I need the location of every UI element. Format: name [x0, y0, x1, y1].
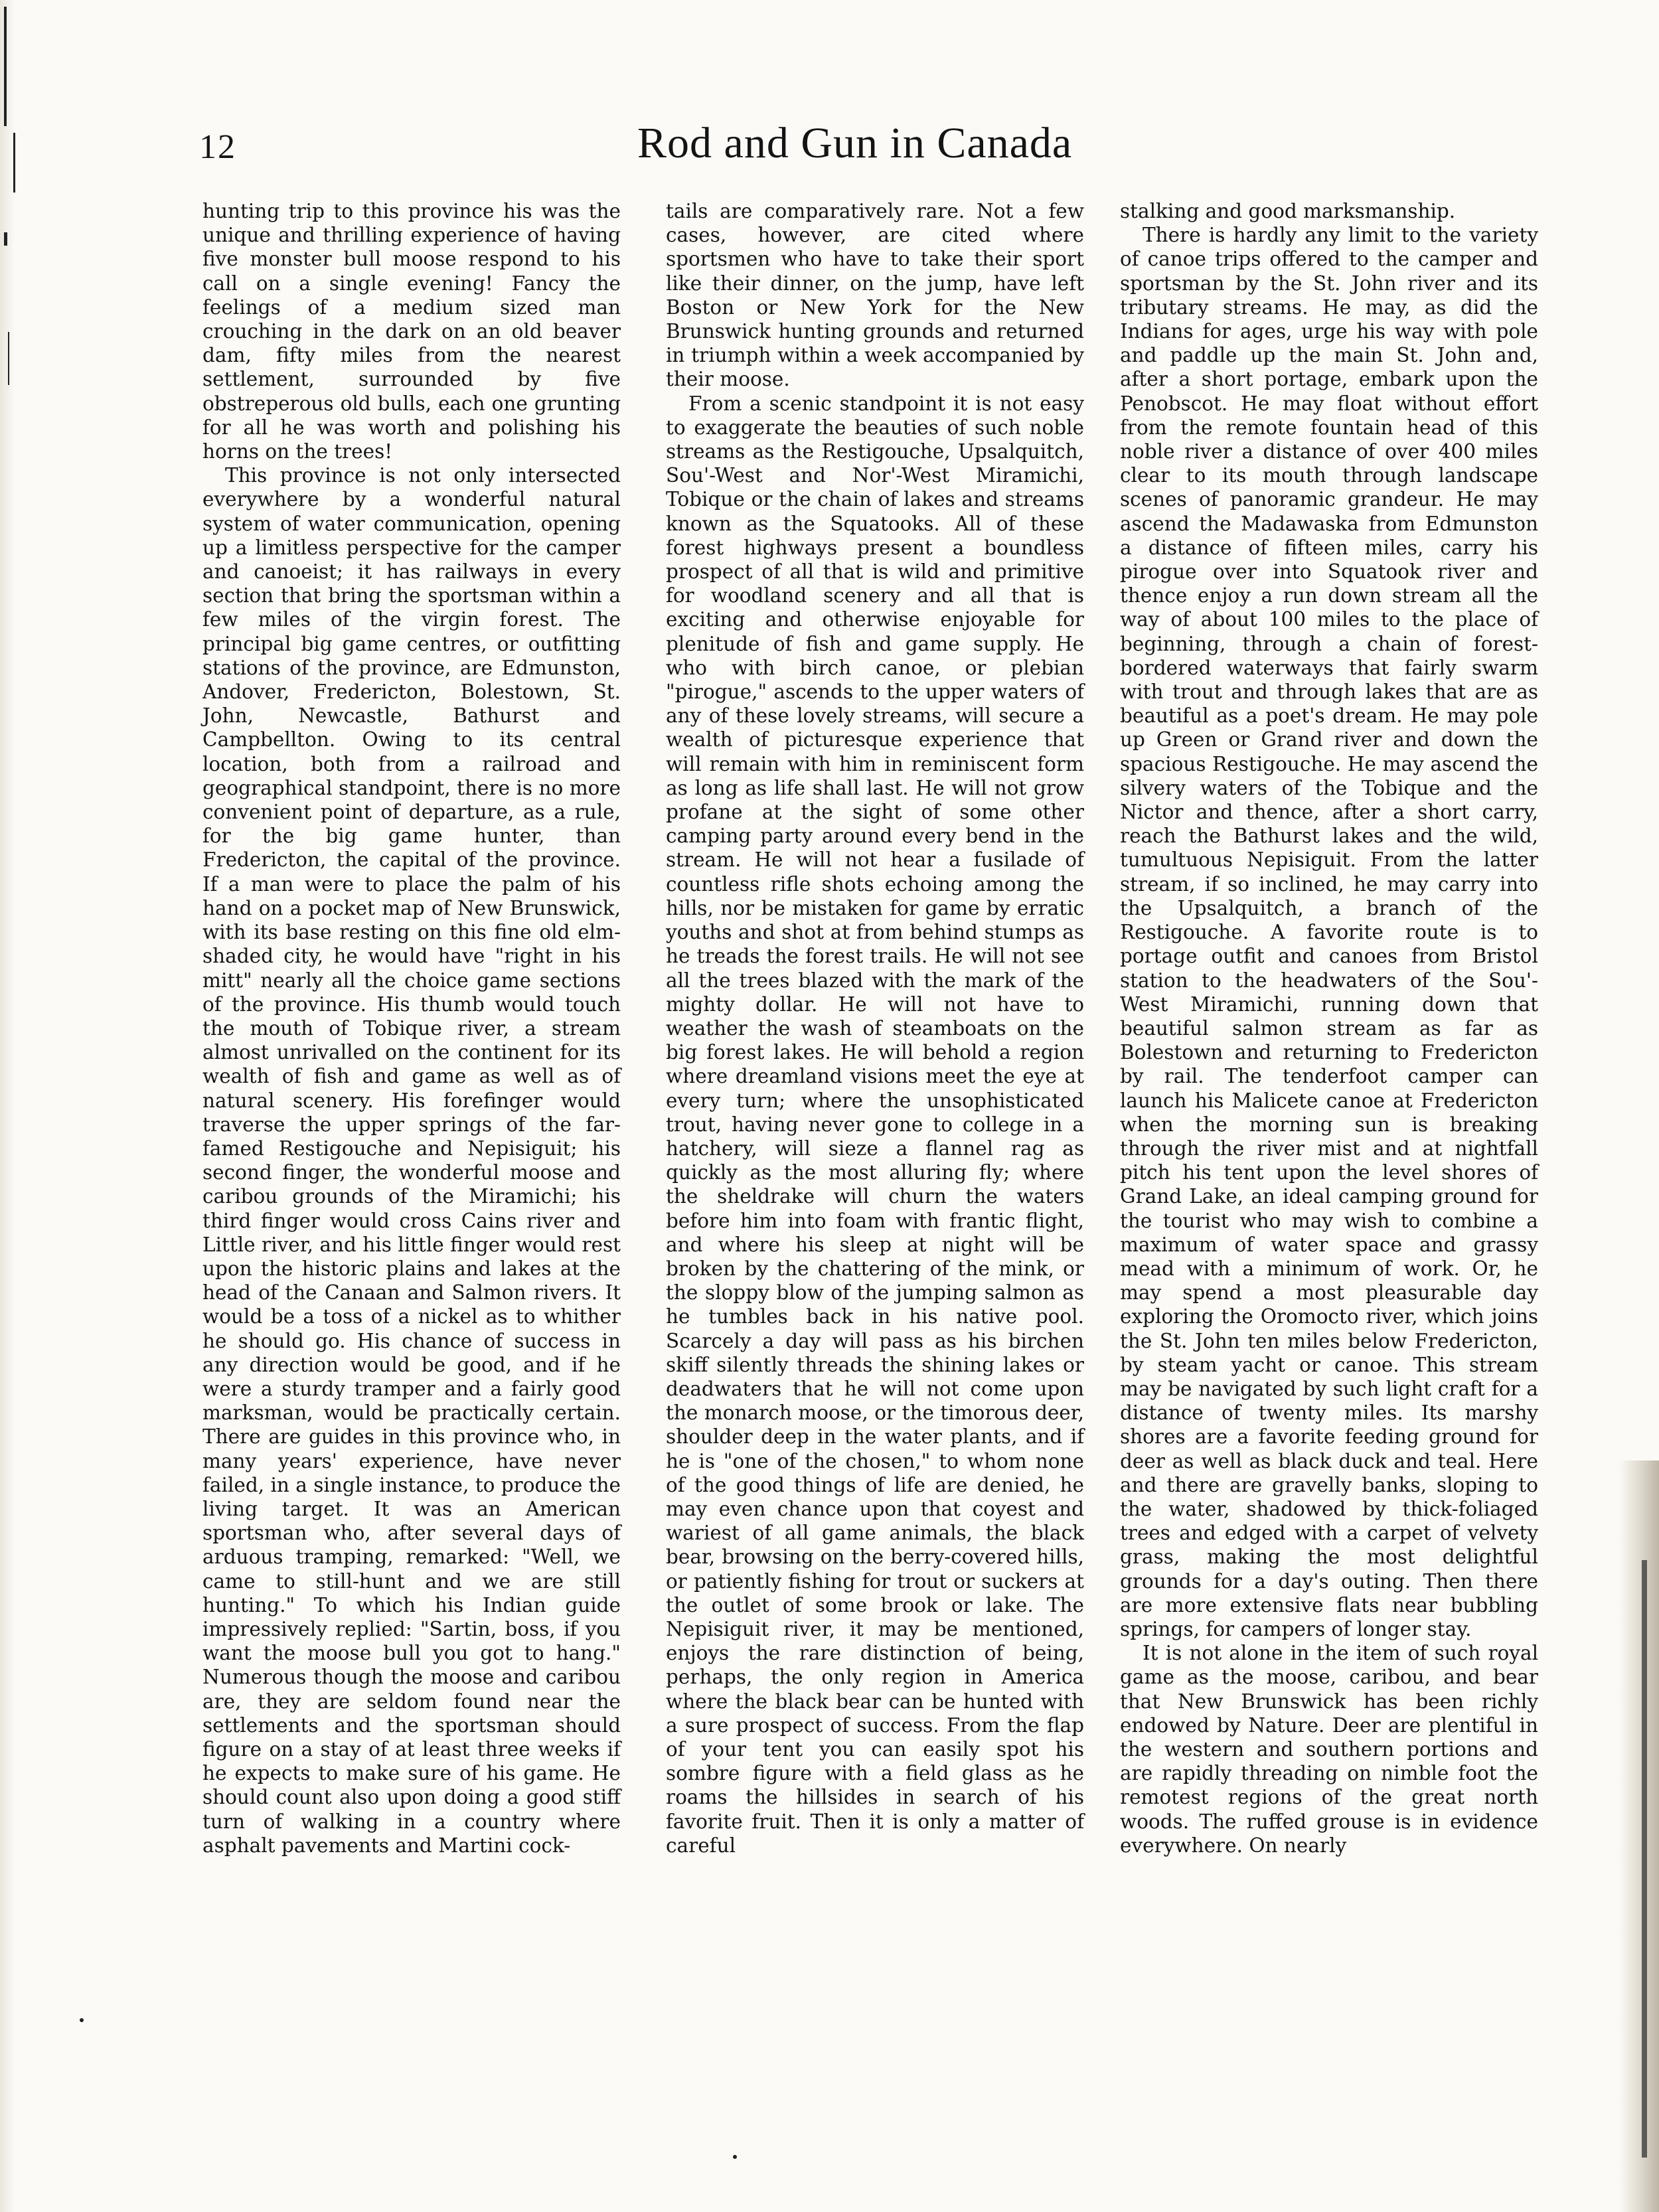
scan-left-edge: [0, 0, 15, 2212]
scan-mark: [8, 332, 9, 385]
paragraph: There is hardly any limit to the variety of canoe trips offered to the camper and sportsman by the St. John river and its tributary streams. He may, as did the Indians for ages, urge his way with pole and paddle up the main St. John and, after a short portage, embark upon the Penobscot. He may float without effort from the remote fountain head of this noble river a distance of over 400 miles clear to its mouth through landscape scenes of panoramic grandeur. He may ascend the Madawaska from Edmunston a distance of fifteen miles, carry his pirogue over into Squatook river and thence enjoy a run down stream all the way of about 100 miles to the place of beginning, through a chain of forest-bordered waterways that fairly swarm with trout and through lakes that are as beautiful as a poet's dream. He may pole up Green or Grand river and down the spacious Restigouche. He may ascend the silvery waters of the Tobique and the Nictor and thence, after a short carry, reach the Bathurst lakes and the wild, tumultuous Nepisiguit. From the latter stream, if so inclined, he may carry into the Upsalquitch, a branch of the Restigouche. A favorite route is to portage outfit and canoes from Bristol station to the headwaters of the Sou'-West Miramichi, running down that beautiful salmon stream as far as Bolestown and returning to Fredericton by rail. The tenderfoot camper can launch his Malicete canoe at Fredericton when the morning sun is breaking through the river mist and at nightfall pitch his tent upon the level shores of Grand Lake, an ideal camping ground for the tourist who may wish to combine a maximum of water space and grassy mead with a minimum of work. Or, he may spend a most pleasurable day exploring the Oromocto river, which joins the St. John ten miles below Fredericton, by steam yacht or canoe. This stream may be navigated by such light craft for a distance of twenty miles. Its marshy shores are a favorite feeding ground for deer as well as black duck and teal. Here and there are gravelly banks, sloping to the water, shadowed by thick-foliaged trees and edged with a carpet of velvety grass, making the most delightful grounds for a day's outing. Then there are more extensive flats near bubbling springs, for campers of longer stay.: [1120, 224, 1538, 1640]
paragraph: It is not alone in the item of such royal game as the moose, caribou, and bear that New Brunswick has been richly endowed by Nature. Deer are plentiful in the western and southern portions and are rapidly threading on nimble foot the remotest regions of the great north woods. The ruffed grouse is in evidence everywhere. On nearly: [1120, 1642, 1538, 1857]
article-body: [202, 199, 1550, 2164]
column-3: [1120, 199, 1538, 1857]
column-1: [202, 199, 621, 1857]
scan-speck: [733, 2155, 737, 2159]
running-head: Rod and Gun in Canada: [637, 119, 1073, 167]
scan-mark: [4, 7, 7, 126]
page-number: 12: [199, 128, 236, 166]
scan-mark: [4, 232, 7, 246]
paragraph: From a scenic standpoint it is not easy to exaggerate the beauties of such noble streams as the Restigouche, Upsalquitch, Sou'-West and Nor'-West Miramichi, Tobique or the chain of lakes and streams known as the Squatooks. All of these forest highways present a boundless prospect of all that is wild and primitive for woodland scenery and all that is exciting and otherwise enjoyable for plenitude of fish and game supply. He who with birch canoe, or plebian "pirogue," ascends to the upper waters of any of these lovely streams, will secure a wealth of picturesque experience that will remain with him in reminiscent form as long as life shall last. He will not grow profane at the sight of some other camping party around every bend in the stream. He will not hear a fusilade of countless rifle shots echoing among the hills, nor be mistaken for game by erratic youths and shot at from behind stumps as he treads the forest trails. He will not see all the trees blazed with the mark of the mighty dollar. He will not have to weather the wash of steamboats on the big forest lakes. He will behold a region where dreamland visions meet the eye at every turn; where the unsophisticated trout, having never gone to college in a hatchery, will sieze a flannel rag as quickly as the most alluring fly; where the sheldrake will churn the waters before him into foam with frantic flight, and where his sleep at night will be broken by the chattering of the mink, or the sloppy blow of the jumping salmon as he tumbles back in his native pool. Scarcely a day will pass as his birchen skiff silently threads the shining lakes or deadwaters that he will not come upon the monarch moose, or the timorous deer, shoulder deep in the water plants, and if he is "one of the chosen," to whom none of the good things of life are denied, he may even chance upon that coyest and wariest of all game animals, the black bear, browsing on the berry-covered hills, or patiently fishing for trout or suckers at the outlet of some brook or lake. The Nepisiguit river, it may be mentioned, enjoys the rare distinction of being, perhaps, the only region in America where the black bear can be hunted with a sure prospect of success. From the flap of your tent you can easily spot his sombre figure with a field glass as he roams the hillsides in search of his favorite fruit. Then it is only a matter of careful: [666, 392, 1084, 1857]
paragraph: tails are comparatively rare. Not a few cases, however, are cited where sportsmen who have to take their sport like their dinner, on the jump, have left Boston or New York for the New Brunswick hunting grounds and returned in triumph within a week accompanied by their moose.: [666, 200, 1084, 391]
scan-mark: [13, 133, 15, 193]
scan-right-edge: [1619, 1461, 1659, 2212]
scan-speck: [80, 2018, 84, 2022]
paragraph: stalking and good marksmanship.: [1120, 200, 1456, 222]
scan-binding-shadow: [1642, 1560, 1647, 2158]
paragraph: hunting trip to this province his was the unique and thrilling experience of having five monster bull moose respond to his call on a single evening! Fancy the feelings of a medium sized man crouching in the dark on an old beaver dam, fifty miles from the nearest settlement, surrounded by five obstreperous old bulls, each one grunting for all he was worth and polishing his horns on the trees!: [202, 200, 621, 463]
column-2: [666, 199, 1084, 1857]
paragraph: This province is not only intersected everywhere by a wonderful natural system of water communication, opening up a limitless perspective for the camper and canoeist; it has railways in every section that bring the sportsman within a few miles of the virgin forest. The principal big game centres, or outfitting stations of the province, are Edmunston, Andover, Fredericton, Bolestown, St. John, Newcastle, Bathurst and Campbellton. Owing to its central location, both from a railroad and geographical standpoint, there is no more convenient point of departure, as a rule, for the big game hunter, than Fredericton, the capital of the province. If a man were to place the palm of his hand on a pocket map of New Brunswick, with its base resting on this fine old elm-shaded city, he would have "right in his mitt" nearly all the choice game sections of the province. His thumb would touch the mouth of Tobique river, a stream almost unrivalled on the continent for its wealth of fish and game as well as of natural scenery. His forefinger would traverse the upper springs of the far-famed Restigouche and Nepisiguit; his second finger, the wonderful moose and caribou grounds of the Miramichi; his third finger would cross Cains river and Little river, and his little finger would rest upon the historic plains and lakes at the head of the Canaan and Salmon rivers. It would be a toss of a nickel as to whither he should go. His chance of success in any direction would be good, and if he were a sturdy tramper and a fairly good marksman, would be practically certain. There are guides in this province who, in many years' experience, have never failed, in a single instance, to produce the living target. It was an American sportsman who, after several days of arduous tramping, remarked: "Well, we came to still-hunt and we are still hunting." To which his Indian guide impressively replied: "Sartin, boss, if you want the moose bull you got to hang." Numerous though the moose and caribou are, they are seldom found near the settlements and the sportsman should figure on a stay of at least three weeks if he expects to make sure of his game. He should count also upon doing a good stiff turn of walking in a country where asphalt pavements and Martini cock-: [202, 464, 621, 1857]
